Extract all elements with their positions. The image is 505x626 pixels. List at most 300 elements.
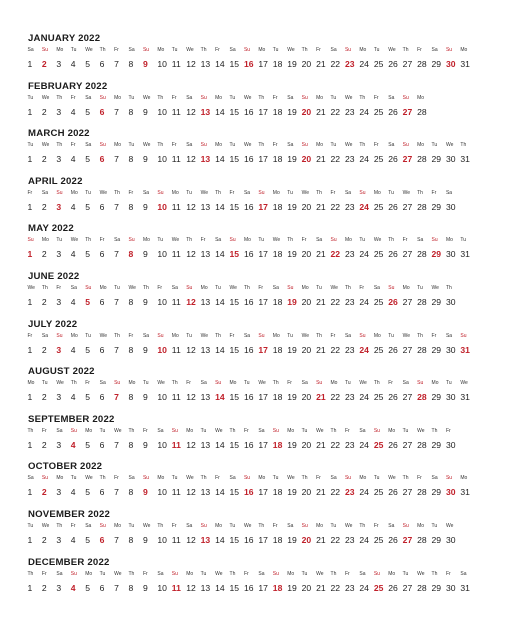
weekday-label: Fr [142,570,148,577]
weekday-label: Th [99,47,106,53]
day-number: 17 [258,201,268,212]
day-cell [460,475,480,497]
weekday-label: Th [431,570,438,577]
day-number: 15 [229,154,240,165]
day-number: 21 [316,344,326,355]
day-number: 28 [417,439,427,450]
weekday-label: Sa [359,570,366,577]
day-number: 2 [41,392,47,403]
weekday-label: Mo [70,332,78,339]
day-number: 3 [56,535,62,545]
day-number: 28 [417,344,427,355]
weekday-label: We [243,523,252,529]
month-title: MAY 2022 [28,223,74,235]
weekday-label: Mo [301,285,309,291]
weekday-label: Sa [85,142,92,149]
month-title: OCTOBER 2022 [28,461,103,473]
weekday-label: We [142,142,151,149]
day-number: 20 [301,59,312,69]
weekday-label: Tu [85,332,91,339]
weekday-label: Su [27,237,34,244]
month-block [0,176,505,223]
weekday-label: Su [229,237,236,244]
day-number: 7 [114,201,119,212]
day-number: 22 [330,106,341,117]
month-title: JULY 2022 [28,318,78,330]
day-number: 10 [157,344,167,355]
day-number: 4 [70,59,76,69]
weekday-label: Mo [417,523,425,529]
day-number: 10 [157,59,167,69]
day-number: 12 [186,535,196,545]
day-number: 26 [388,535,398,545]
weekday-label: Su [41,47,49,53]
weekday-label: Tu [431,142,438,149]
weekday-label: Fr [417,47,422,53]
weekday-label: Fr [70,523,76,529]
weekday-label: We [330,285,338,291]
day-number: 9 [142,392,148,403]
day-cell [446,523,466,545]
weekday-label: We [417,570,425,577]
day-number: 1 [27,535,33,545]
day-number: 24 [359,582,369,593]
weekday-label: Mo [460,475,468,482]
weekday-label: Th [128,570,135,577]
weekday-label: Sa [287,523,294,529]
weekday-label: Tu [229,94,236,101]
weekday-label: Tu [200,570,207,577]
weekday-label: We [70,237,79,244]
day-number: 11 [171,344,181,355]
day-number: 2 [41,201,47,212]
weekday-label: We [243,94,252,101]
weekday-label: We [99,332,108,339]
day-cell [417,95,437,117]
weekday-label: Mo [171,189,179,196]
day-number: 23 [344,59,355,69]
day-number: 30 [445,439,456,450]
weekday-label: Tu [27,523,34,529]
weekday-label: Th [402,475,409,482]
weekday-label: Su [186,285,193,291]
weekday-label: Su [99,94,106,101]
weekday-label: Sa [70,285,77,291]
weekday-label: Fr [330,189,336,196]
weekday-label: Th [445,285,452,291]
day-number: 14 [215,106,225,117]
day-number: 28 [417,297,427,307]
day-number: 1 [27,439,33,450]
weekday-label: Tu [215,285,221,291]
day-number: 28 [417,487,427,498]
weekday-label: Su [56,332,63,339]
weekday-label: Mo [344,237,352,244]
day-number: 18 [272,439,283,450]
day-number: 22 [330,249,341,260]
day-number: 23 [344,297,355,307]
weekday-label: Sa [402,380,409,387]
day-number: 12 [186,297,196,307]
day-number: 31 [460,392,470,403]
day-number: 4 [70,439,76,450]
day-number: 10 [157,297,167,307]
day-number: 3 [56,106,62,117]
weekday-label: Fr [402,237,408,244]
day-number: 4 [70,582,76,593]
day-number: 25 [373,392,384,403]
day-number: 6 [99,392,105,403]
day-number: 11 [171,201,181,212]
weekday-label: Fr [417,475,422,482]
day-number: 18 [272,582,283,593]
weekday-label: Su [402,142,409,149]
day-number: 15 [229,201,240,212]
weekday-label: We [301,189,310,196]
weekday-label: Sa [27,475,34,482]
weekday-label: Th [27,570,34,577]
day-number: 1 [27,154,33,165]
weekday-label: Su [445,47,453,53]
day-number: 30 [445,154,456,165]
weekday-label: Su [157,189,164,196]
weekday-label: Mo [402,285,410,291]
weekday-label: Sa [215,237,222,244]
weekday-label: Th [157,94,164,101]
day-number: 27 [402,344,413,355]
day-number: 9 [142,249,148,260]
day-number: 5 [85,344,90,355]
day-number: 23 [344,582,355,593]
day-number: 30 [445,535,456,545]
day-cell [446,428,466,450]
weekday-label: Su [99,523,106,529]
weekday-label: Su [243,475,251,482]
day-number: 21 [316,487,326,498]
weekday-label: Fr [243,427,249,434]
weekday-label: Sa [388,523,395,529]
weekday-label: Sa [171,285,178,291]
weekday-label: Fr [200,237,206,244]
weekday-label: We [27,285,35,291]
weekday-label: Mo [460,47,468,53]
weekday-label: Sa [287,94,294,101]
day-number: 18 [272,59,283,69]
day-number: 1 [27,297,33,307]
day-cell [460,571,480,593]
day-number: 22 [330,535,341,545]
weekday-label: Su [287,285,294,291]
weekday-label: Su [171,427,178,434]
weekday-label: Fr [431,332,437,339]
weekday-label: Sa [460,570,467,577]
weekday-label: Sa [359,427,366,434]
day-number: 17 [258,249,268,260]
weekday-label: We [171,237,180,244]
weekday-label: We [41,94,50,101]
day-number: 29 [431,154,442,165]
weekday-label: Tu [27,94,34,101]
day-number: 4 [70,249,76,260]
day-number: 19 [287,249,297,260]
month-title: JUNE 2022 [28,271,80,282]
weekday-label: Th [460,142,467,149]
weekday-label: We [99,189,108,196]
day-number: 8 [128,106,134,117]
weekday-label: We [388,47,396,53]
weekday-label: Tu [330,94,337,101]
day-number: 17 [258,392,268,403]
weekday-label: Sa [186,94,193,101]
day-number: 29 [431,201,442,212]
day-number: 16 [243,154,254,165]
weekday-label: Th [215,332,221,339]
weekday-label: Th [388,237,395,244]
weekday-label: We [316,427,324,434]
weekday-label: Th [171,380,178,387]
day-number: 19 [287,106,297,117]
day-number: 12 [186,344,196,355]
weekday-label: Mo [287,427,295,434]
weekday-label: Tu [359,237,366,244]
weekday-label: Th [316,189,322,196]
weekday-label: Tu [431,523,438,529]
day-number: 9 [142,201,148,212]
day-number: 8 [128,344,134,355]
day-number: 14 [215,59,225,69]
day-number: 13 [200,59,211,69]
weekday-label: Fr [316,475,321,482]
month-block [0,81,505,128]
day-number: 2 [41,535,47,545]
day-number: 14 [215,487,225,498]
day-number: 16 [243,535,254,545]
weekday-label: We [41,523,50,529]
day-number: 22 [330,344,341,355]
day-number: 16 [243,582,254,593]
weekday-label: We [157,380,165,387]
day-number: 5 [85,154,90,165]
weekday-label: Tu [445,380,452,387]
weekday-label: Sa [417,237,424,244]
weekday-label: Mo [287,570,295,577]
day-number: 15 [229,344,240,355]
day-number: 23 [344,154,355,165]
day-number: 9 [142,154,148,165]
weekday-label: Tu [373,47,380,53]
weekday-label: Fr [316,47,321,53]
weekday-label: We [402,332,411,339]
day-number: 27 [402,487,413,498]
weekday-label: Mo [316,142,324,149]
day-number: 11 [171,487,181,498]
weekday-label: We [373,237,382,244]
weekday-label: Sa [200,380,207,387]
day-number: 11 [171,59,181,69]
weekday-label: Fr [445,570,451,577]
weekday-label: Th [56,142,63,149]
weekday-label: Tu [186,189,192,196]
weekday-label: Tu [70,475,77,482]
day-number: 1 [27,106,33,117]
weekday-label: Sa [142,189,150,196]
day-cell [446,285,466,307]
day-number: 7 [114,297,119,307]
weekday-label: Su [301,523,308,529]
weekday-label: We [359,380,367,387]
weekday-label: Th [330,570,337,577]
day-number: 13 [200,106,211,117]
day-number: 30 [445,392,456,403]
day-number: 20 [301,297,312,307]
weekday-label: Mo [316,523,324,529]
weekday-label: Fr [56,285,62,291]
weekday-label: Th [186,237,193,244]
day-number: 6 [99,344,105,355]
day-number: 23 [344,392,355,403]
weekday-label: Mo [114,523,122,529]
weekday-label: Tu [171,475,178,482]
day-number: 25 [373,535,384,545]
day-number: 20 [301,487,312,498]
weekday-label: Sa [128,47,135,53]
day-number: 17 [258,344,268,355]
day-number: 25 [373,344,384,355]
day-number: 11 [171,249,181,260]
weekday-label: Su [417,380,424,387]
weekday-label: Sa [445,189,453,196]
day-number: 26 [388,582,398,593]
day-number: 12 [186,582,196,593]
day-number: 22 [330,154,341,165]
day-number: 24 [359,249,369,260]
day-number: 28 [417,582,427,593]
day-number: 19 [287,344,297,355]
day-number: 18 [272,487,283,498]
weekday-label: Tu [417,285,423,291]
weekday-label: We [344,94,353,101]
weekday-label: Mo [330,380,338,387]
weekday-label: Tu [99,570,106,577]
weekday-label: Sa [445,332,453,339]
day-number: 13 [200,297,211,307]
day-number: 13 [200,249,211,260]
day-number: 9 [142,106,148,117]
weekday-label: We [388,475,396,482]
weekday-label: Th [229,570,236,577]
weekday-label: Su [200,142,207,149]
weekday-label: Fr [128,332,134,339]
day-number: 6 [99,154,105,165]
day-number: 12 [186,392,196,403]
day-number: 30 [445,487,456,498]
day-number: 18 [272,344,283,355]
weekday-label: Tu [258,237,265,244]
weekday-label: Mo [114,142,122,149]
day-number: 9 [142,344,148,355]
day-number: 30 [445,249,456,260]
weekday-label: Th [85,237,92,244]
day-number: 17 [258,154,268,165]
day-number: 11 [171,392,181,403]
day-cell [446,190,466,212]
day-number: 5 [85,487,90,498]
day-number: 8 [128,487,134,498]
day-cell [460,47,480,69]
day-number: 29 [431,297,442,307]
day-number: 16 [243,439,254,450]
weekday-label: Th [128,427,135,434]
day-number: 6 [99,582,105,593]
weekday-label: Mo [388,570,396,577]
weekday-label: Th [417,189,423,196]
weekday-label: We [85,475,93,482]
weekday-label: Fr [373,523,379,529]
weekday-label: Th [344,285,351,291]
day-number: 17 [258,535,268,545]
day-number: 5 [85,582,90,593]
day-number: 24 [359,439,369,450]
day-number: 15 [229,297,240,307]
weekday-label: Th [114,332,120,339]
weekday-label: Su [359,332,366,339]
weekday-label: Tu [186,332,192,339]
weekday-label: Su [301,94,308,101]
day-number: 16 [243,106,254,117]
day-number: 26 [388,154,398,165]
day-number: 4 [70,487,76,498]
day-number: 12 [186,201,196,212]
day-number: 24 [359,201,369,212]
day-number: 26 [388,59,398,69]
day-number: 4 [70,535,76,545]
day-number: 21 [316,154,326,165]
day-number: 28 [417,249,427,260]
day-number: 18 [272,154,283,165]
weekday-label: Tu [388,332,394,339]
weekday-label: Th [258,523,265,529]
weekday-label: Fr [41,570,47,577]
day-number: 11 [171,582,181,593]
day-number: 6 [99,487,105,498]
weekday-label: Tu [330,523,337,529]
day-number: 12 [186,439,196,450]
weekday-label: Fr [344,570,350,577]
weekday-label: Tu [402,427,409,434]
weekday-label: Fr [215,475,220,482]
day-number: 4 [70,106,76,117]
day-number: 19 [287,154,297,165]
day-number: 10 [157,106,167,117]
weekday-label: Tu [142,380,149,387]
weekday-label: Tu [200,427,207,434]
weekday-label: We [417,427,425,434]
weekday-label: Mo [85,427,93,434]
weekday-label: Sa [186,523,193,529]
day-number: 9 [142,487,148,498]
day-number: 27 [402,249,413,260]
day-number: 8 [128,392,134,403]
day-number: 14 [215,154,225,165]
weekday-label: Tu [85,189,91,196]
weekday-label: Sa [229,475,236,482]
month-block [0,271,505,318]
day-number: 9 [142,582,148,593]
weekday-label: Fr [388,380,393,387]
weekday-label: Fr [128,189,134,196]
weekday-label: Tu [41,380,48,387]
weekday-label: Th [27,427,34,434]
